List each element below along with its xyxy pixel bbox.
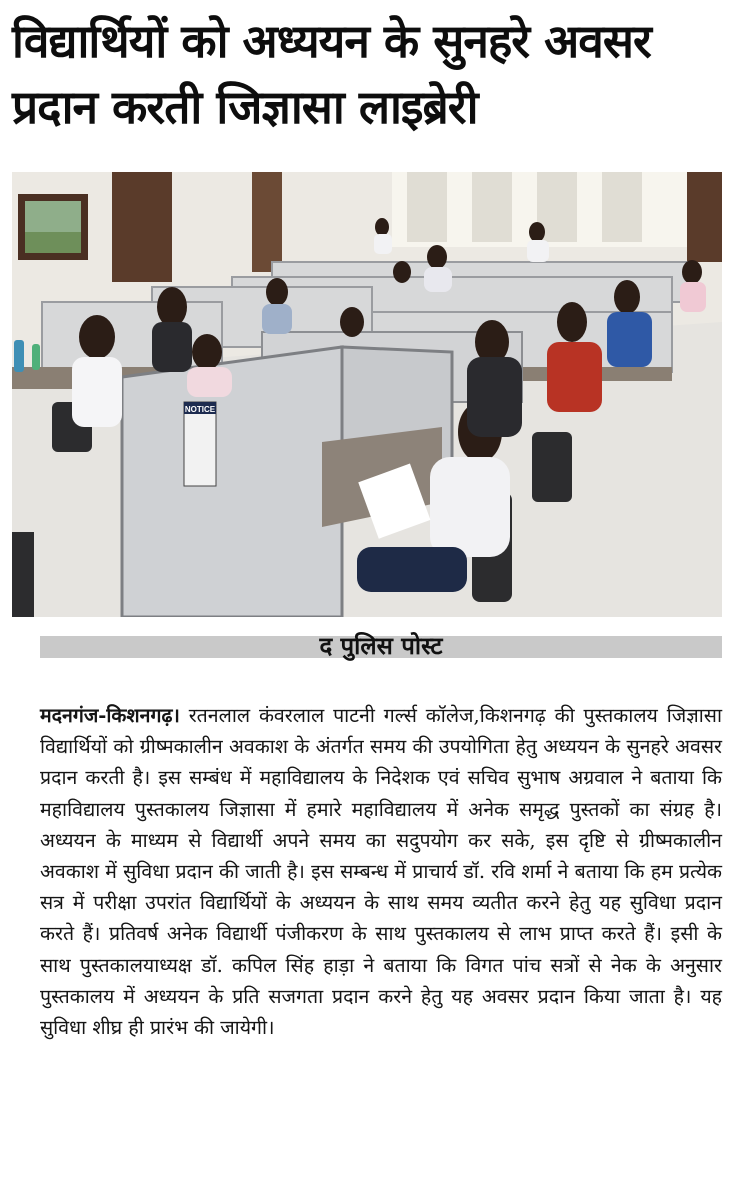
headline-line-1: विद्यार्थियों को अध्ययन के सुनहरे अवसर (12, 14, 651, 68)
headline-line-2: प्रदान करती जिज्ञासा लाइब्रेरी (12, 80, 478, 134)
headline (12, 8, 722, 140)
byline: द पुलिस पोस्ट (319, 632, 443, 660)
notice-sign-label: NOTICE (184, 405, 216, 414)
byline-bar (40, 632, 722, 660)
dateline: मदनगंज-किशनगढ़। (40, 704, 180, 727)
library-photo (12, 172, 722, 617)
article-body (40, 700, 722, 1043)
article-text: रतनलाल कंवरलाल पाटनी गर्ल्स कॉलेज,किशनगढ़ की पुस्तकालय जिज्ञासा विद्यार्थियों को ग्रीष्मकालीन अवकाश के अंतर्गत समय की उपयोगिता हेतु अध्ययन के सुनहरे अवसर प्रदान करती है। इस सम्बंध में महाविद्यालय के निदेशक एवं सचिव सुभाष अग्रवाल ने बताया कि महाविद्यालय पुस्तकालय जिज्ञासा में हमारे महाविद्यालय में अनेक समृद्ध पुस्तकों का संग्रह है। अध्ययन के माध्यम से विद्यार्थी अपने समय का सदुपयोग कर सके, इस दृष्टि से ग्रीष्मकालीन अवकाश में सुविधा प्रदान की जाती है। इस सम्बन्ध में प्राचार्य डॉ. रवि शर्मा ने बताया कि हम प्रत्येक सत्र में परीक्षा उपरांत विद्यार्थियों के अध्ययन के साथ समय व्यतीत करने हेतु यह सुविधा प्रदान करते हैं। प्रतिवर्ष अनेक विद्यार्थी पंजीकरण के साथ पुस्तकालय से लाभ प्राप्त करते हैं। इसी के साथ पुस्तकालयाध्यक्ष डॉ. कपिल सिंह हाड़ा ने बताया कि विगत पांच सत्रों से नेक के अनुसार पुस्तकालय में अध्ययन के प्रति सजगता प्रदान करने हेतु यह अवसर प्रदान किया जाता है। यह सुविधा शीघ्र ही प्रारंभ की जायेगी। (40, 704, 722, 1040)
